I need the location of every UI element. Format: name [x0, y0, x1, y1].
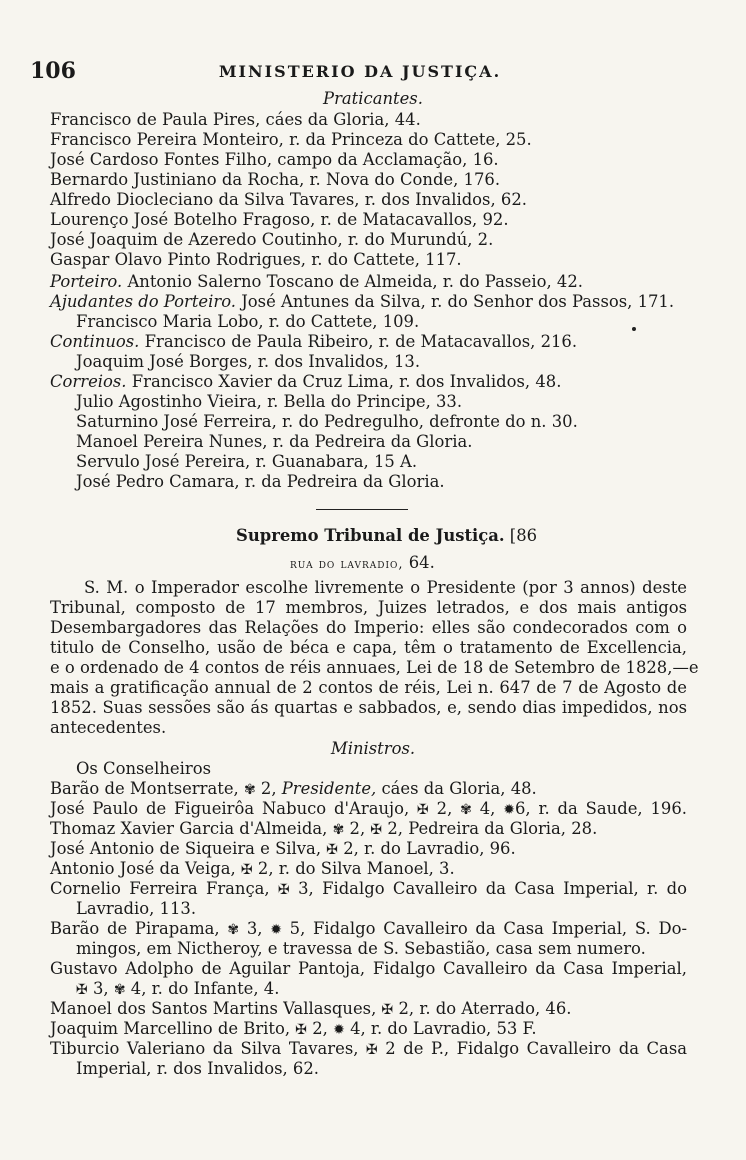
ajudantes-entry: Ajudantes do Porteiro. José Antunes da Silva, r. do Senhor dos Passos, 171. [50, 292, 675, 311]
list-item: José Pedro Camara, r. da Pedreira da Gloria. [76, 472, 445, 491]
paragraph-line: mais a gratificação annual de 2 contos de réis, Lei n. 647 de 7 de Agosto de [50, 678, 687, 697]
rose-icon: ✾ [243, 782, 256, 798]
list-item: José Cardoso Fontes Filho, campo da Acclamação, 16. [50, 150, 499, 169]
list-item: Joaquim José Borges, r. dos Invalidos, 13. [76, 352, 421, 371]
ministro-entry-cont: mingos, em Nictheroy, e travessa de S. Sebastião, casa sem numero. [76, 939, 646, 958]
cross-icon: ✠ [370, 822, 383, 838]
list-item: Francisco Maria Lobo, r. do Cattete, 109. [76, 312, 420, 331]
list-item: Lourenço José Botelho Fragoso, r. de Matacavallos, 92. [50, 210, 509, 229]
list-item: Bernardo Justiniano da Rocha, r. Nova do Conde, 176. [50, 170, 501, 189]
ministro-entry: Manoel dos Santos Martins Vallasques, ✠ 2, r. do Aterrado, 46. [50, 999, 572, 1018]
cross-icon: ✠ [240, 862, 253, 878]
cross-icon: ✠ [381, 1002, 394, 1018]
list-item: Francisco Pereira Monteiro, r. da Princeza do Cattete, 25. [50, 130, 532, 149]
page-number: 106 [30, 58, 76, 84]
running-title: MINISTERIO DA JUSTIÇA. [218, 62, 502, 81]
paragraph-line: antecedentes. [50, 718, 167, 737]
continuos-entry: Continuos. Francisco de Paula Ribeiro, r. de Matacavallos, 216. [50, 332, 578, 351]
ministro-entry: Barão de Pirapama, ✾ 3, ✹ 5, Fidalgo Cavalleiro da Casa Imperial, S. Do- [50, 919, 687, 938]
ministro-entry: Gustavo Adolpho de Aguilar Pantoja, Fidalgo Cavalleiro da Casa Imperial, [50, 959, 687, 978]
correios-entry: Correios. Francisco Xavier da Cruz Lima, r. dos Invalidos, 48. [50, 372, 562, 391]
cross-icon: ✠ [295, 1022, 308, 1038]
paragraph-line: Desembargadores das Relações do Imperio: elles são condecorados com o [50, 618, 687, 637]
ministro-entry: José Paulo de Figueirôa Nabuco d'Araujo, ✠ 2, ✾ 4, ✹6, r. da Saude, 196. [50, 799, 687, 818]
praticantes-heading: Praticantes. [323, 89, 423, 108]
conselheiros-label: Os Conselheiros [76, 759, 211, 778]
ink-dot [632, 327, 636, 331]
ministro-entry-cont: ✠ 3, ✾ 4, r. do Infante, 4. [76, 979, 280, 998]
star-icon: ✹ [503, 802, 515, 818]
ministro-entry: José Antonio de Siqueira e Silva, ✠ 2, r. do Lavradio, 96. [50, 839, 516, 858]
list-item: Gaspar Olavo Pinto Rodrigues, r. do Cattete, 117. [50, 250, 462, 269]
rose-icon: ✾ [332, 822, 345, 838]
section-divider [316, 509, 408, 510]
rose-icon: ✾ [113, 982, 126, 998]
paragraph-line: titulo de Conselho, usão de béca e capa, têm o tratamento de Excellencia, [50, 638, 687, 657]
ministro-entry: Thomaz Xavier Garcia d'Almeida, ✾ 2, ✠ 2, Pedreira da Gloria, 28. [50, 819, 598, 838]
star-icon: ✹ [333, 1022, 345, 1038]
ministro-entry-cont: Imperial, r. dos Invalidos, 62. [76, 1059, 319, 1078]
paragraph-line: e o ordenado de 4 contos de réis annuaes, Lei de 18 de Setembro de 1828,—e [50, 658, 699, 677]
list-item: Servulo José Pereira, r. Guanabara, 15 A. [76, 452, 418, 471]
cross-icon: ✠ [326, 842, 338, 858]
ministro-entry: Barão de Montserrate, ✾ 2, Presidente, cáes da Gloria, 48. [50, 779, 537, 798]
section-title: Supremo Tribunal de Justiça. [86 [236, 526, 538, 545]
list-item: Julio Agostinho Vieira, r. Bella do Principe, 33. [76, 392, 463, 411]
list-item: José Joaquim de Azeredo Coutinho, r. do Murundú, 2. [50, 230, 494, 249]
paragraph-line: Tribunal, composto de 17 membros, Juizes letrados, e dos mais antigos [50, 598, 687, 617]
ministros-heading: Ministros. [330, 739, 416, 758]
page-header [30, 58, 690, 86]
list-item: Francisco de Paula Pires, cáes da Gloria, 44. [50, 110, 421, 129]
cross-icon: ✠ [417, 802, 429, 818]
ministro-entry-cont: Lavradio, 113. [76, 899, 197, 918]
cross-icon: ✠ [278, 882, 290, 898]
ministro-entry: Cornelio Ferreira França, ✠ 3, Fidalgo Cavalleiro da Casa Imperial, r. do [50, 879, 687, 898]
ministro-entry: Antonio José da Veiga, ✠ 2, r. do Silva Manoel, 3. [50, 859, 455, 878]
star-icon: ✹ [270, 922, 282, 938]
ministro-entry: Tiburcio Valeriano da Silva Tavares, ✠ 2 de P., Fidalgo Cavalleiro da Casa [50, 1039, 687, 1058]
list-item: Saturnino José Ferreira, r. do Pedregulho, defronte do n. 30. [76, 412, 578, 431]
list-item: Alfredo Diocleciano da Silva Tavares, r. dos Invalidos, 62. [50, 190, 527, 209]
rose-icon: ✾ [460, 802, 472, 818]
cross-icon: ✠ [76, 982, 88, 998]
list-item: Manoel Pereira Nunes, r. da Pedreira da Gloria. [76, 432, 473, 451]
porteiro-entry: Porteiro. Antonio Salerno Toscano de Almeida, r. do Passeio, 42. [50, 272, 583, 291]
rose-icon: ✾ [227, 922, 240, 938]
cross-icon: ✠ [366, 1042, 378, 1058]
paragraph-line: 1852. Suas sessões são ás quartas e sabbados, e, sendo dias impedidos, nos [50, 698, 687, 717]
section-address: rua do lavradio, 64. [290, 553, 435, 572]
paragraph-line: S. M. o Imperador escolhe livremente o Presidente (por 3 annos) deste [84, 578, 687, 597]
ministro-entry: Joaquim Marcellino de Brito, ✠ 2, ✹ 4, r. do Lavradio, 53 F. [50, 1019, 537, 1038]
